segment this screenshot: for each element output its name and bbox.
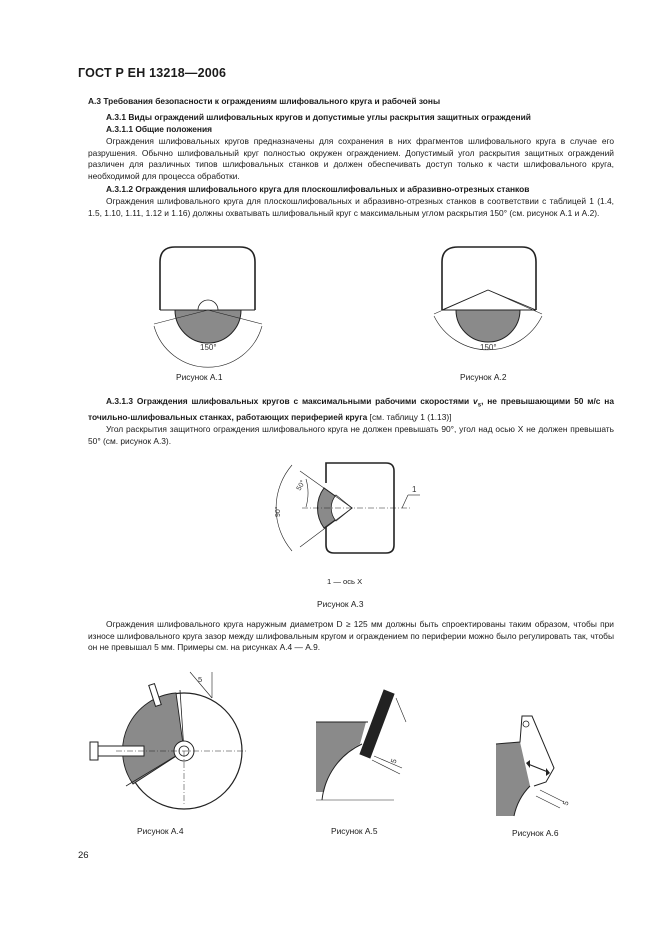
section-a312-text: Ограждения шлифовального круга для плоскошлифовальных и абразивно-отрезных станков в соответствии с таблицей 1 (1.4, 1.5, 1.10, 1.11, 1.12 и 1.16) должны охватывать шлифовальный круг с максимальным углом раскрытия 150° (см. рисунок А.1 и А.2).: [88, 196, 614, 218]
figure-a4-caption: Рисунок А.4: [137, 826, 184, 836]
figure-a1-caption: Рисунок А.1: [176, 372, 223, 382]
document-header: ГОСТ Р ЕН 13218—2006: [78, 66, 227, 80]
figure-a1-drawing: [140, 242, 290, 362]
section-a3-title: А.3 Требования безопасности к ограждениям шлифовального круга и рабочей зоны: [88, 96, 441, 106]
figure-a2-caption: Рисунок А.2: [460, 372, 507, 382]
figure-a2-angle-label: 150°: [480, 343, 497, 352]
paragraph-d-text: Ограждения шлифовального круга наружным диаметром D ≥ 125 мм должны быть спроектированы таким образом, чтобы при износе шлифовального круга зазор между шлифовальным кругом и ограждением по периферии можно было регулировать так, чтобы он не превышал 5 мм. Примеры см. на рисунках А.4 — А.9.: [88, 619, 614, 653]
figure-a3-callout: 1: [412, 485, 417, 494]
page-number: 26: [78, 850, 89, 861]
section-a313-title-end: , не превышающими 50 м/с на точильно-шлифовальных станках, работающих периферией круга: [88, 396, 614, 423]
section-a313-subscript: s: [477, 402, 482, 409]
figure-a6-gap-label: 5: [560, 799, 571, 807]
section-a313-symbol: v: [473, 396, 478, 406]
figure-a3-caption: Рисунок А.3: [317, 599, 364, 609]
section-a313-ref: [см. таблицу 1 (1.13)]: [367, 412, 452, 423]
figure-a4-drawing: [88, 658, 248, 808]
figure-a5-caption: Рисунок А.5: [331, 826, 378, 836]
section-a311-title: А.3.1.1 Общие положения: [106, 124, 212, 134]
figure-a1-angle-label: 150°: [200, 343, 217, 352]
figure-a5-drawing: [310, 682, 420, 812]
figure-a5-gap-label: 5: [388, 757, 399, 765]
figure-a4-gap-label: 5: [198, 675, 203, 684]
figure-a3-drawing: [262, 455, 432, 575]
section-a313-text: Угол раскрытия защитного ограждения шлифовального круга не должен превышать 90°, угол над осью X не должен превышать 50° (см. рисунок А.3).: [88, 424, 614, 446]
section-a312-title: А.3.1.2 Ограждения шлифовального круга для плоскошлифовальных и абразивно-отрезных станков: [106, 184, 530, 194]
figure-a3-angle-50: 50°: [295, 479, 308, 492]
section-a313-title-start: А.3.1.3 Ограждения шлифовальных кругов с максимальными рабочими скоростями: [106, 396, 474, 406]
figure-a3-angle-90: 90°: [275, 506, 282, 517]
figure-a2-drawing: [418, 242, 568, 362]
figure-a6-caption: Рисунок А.6: [512, 828, 559, 838]
figure-a6-drawing: [492, 712, 602, 822]
figure-a3-legend: 1 — ось X: [327, 577, 363, 586]
section-a31-title: А.3.1 Виды ограждений шлифовальных кругов и допустимые углы раскрытия защитных ограждений: [106, 112, 531, 122]
section-a311-text: Ограждения шлифовальных кругов предназначены для сохранения в них фрагментов шлифовального круга в случае его разрушения. Обычно шлифовальный круг полностью окружен ограждением. Допустимый угол раскрытия защитных ограждений различен для различных типов шлифовальных станков и должен обеспечивать доступ только к части шлифовального круга, необходимой для процесса обработки.: [88, 136, 614, 181]
section-a313-title: [88, 396, 614, 424]
